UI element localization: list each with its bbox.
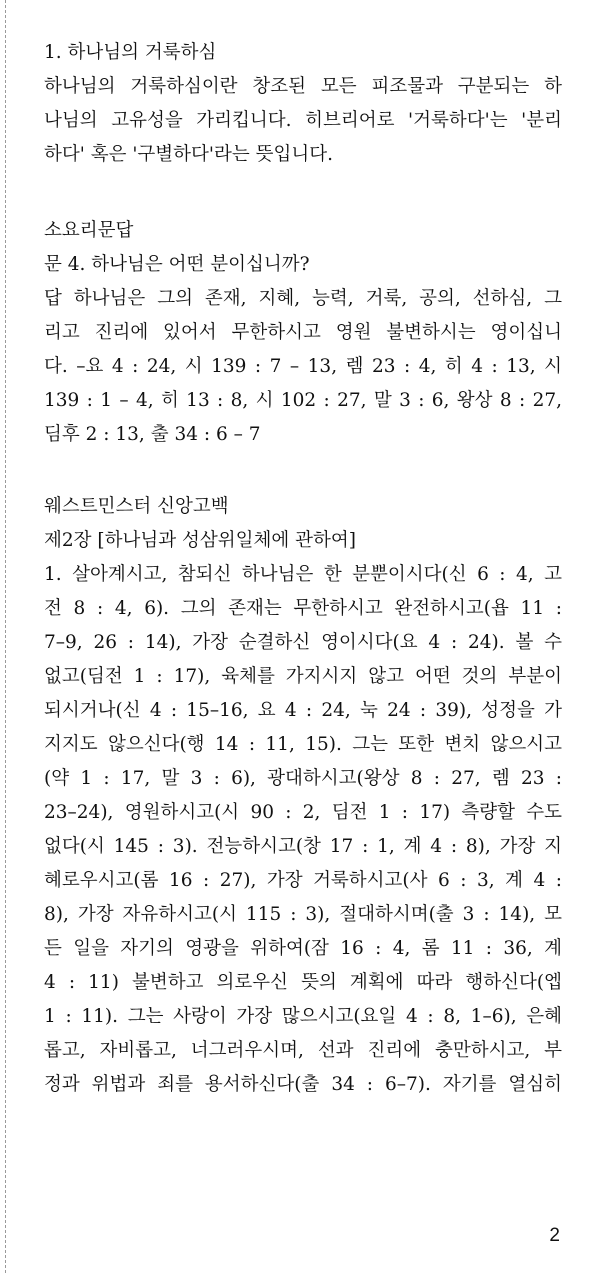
confession-line: 7–9, 26 : 14), 가장 순결하신 영이시다(요 4 : 24). 볼 수	[44, 632, 562, 653]
confession-line: 없다(시 145 : 3). 전능하시고(창 17 : 1, 계 4 : 8), 가장 지	[44, 836, 562, 857]
left-margin-rule	[5, 0, 6, 1273]
confession-line: 23–24), 영원하시고(시 90 : 2, 딤전 1 : 17) 측량할 수도	[44, 802, 562, 823]
confession-line: 없고(딤전 1 : 17), 육체를 가지시지 않고 어떤 것의 부분이	[44, 666, 562, 687]
catechism-answer-line: 리고 진리에 있어서 무한하시고 영원 불변하시는 영이십니	[44, 322, 562, 343]
confession-line: (약 1 : 17, 말 3 : 6), 광대하시고(왕상 8 : 27, 렘 23 :	[44, 768, 562, 789]
paragraph-line: 하다' 혹은 '구별하다'라는 뜻입니다.	[44, 144, 333, 165]
confession-chapter: 제2장 [하나님과 성삼위일체에 관하여]	[44, 530, 356, 551]
confession-line: 되시거나(신 4 : 15–16, 요 4 : 24, 눅 24 : 39), 성정을 가	[44, 700, 562, 721]
confession-line: 지지도 않으신다(행 14 : 11, 15). 그는 또한 변치 않으시고	[44, 734, 562, 755]
catechism-title: 소요리문답	[44, 220, 134, 241]
confession-line: 전 8 : 4, 6). 그의 존재는 무한하시고 완전하시고(욥 11 :	[44, 598, 562, 619]
catechism-answer-line: 답 하나님은 그의 존재, 지혜, 능력, 거룩, 공의, 선하심, 그	[44, 288, 562, 309]
section-heading: 1. 하나님의 거룩하심	[44, 42, 217, 63]
confession-line: 1. 살아계시고, 참되신 하나님은 한 분뿐이시다(신 6 : 4, 고	[44, 564, 562, 585]
confession-line: 정과 위법과 죄를 용서하신다(출 34 : 6–7). 자기를 열심히	[44, 1074, 562, 1095]
catechism-answer-line: 139 : 1 – 4, 히 13 : 8, 시 102 : 27, 말 3 : 6, 왕상 8 : 27,	[44, 390, 562, 411]
catechism-answer-line: 딤후 2 : 13, 출 34 : 6 – 7	[44, 424, 261, 445]
document-page	[44, 36, 562, 1102]
confession-line: 든 일을 자기의 영광을 위하여(잠 16 : 4, 롬 11 : 36, 계	[44, 938, 562, 959]
paragraph-line: 하나님의 거룩하심이란 창조된 모든 피조물과 구분되는 하	[44, 76, 562, 97]
confession-line: 혜로우시고(롬 16 : 27), 가장 거룩하시고(사 6 : 3, 계 4 :	[44, 870, 562, 891]
page-number: 2	[549, 1225, 560, 1246]
catechism-answer-line: 다. –요 4 : 24, 시 139 : 7 – 13, 렘 23 : 4, 히 4 : 13, 시	[44, 356, 562, 377]
confession-line: 1 : 11). 그는 사랑이 가장 많으시고(요일 4 : 8, 1–6), 은혜	[44, 1006, 562, 1027]
confession-line: 롭고, 자비롭고, 너그러우시며, 선과 진리에 충만하시고, 부	[44, 1040, 562, 1061]
paragraph-line: 나님의 고유성을 가리킵니다. 히브리어로 '거룩하다'는 '분리	[44, 110, 562, 131]
catechism-question: 문 4. 하나님은 어떤 분이십니까?	[44, 254, 310, 275]
confession-title: 웨스트민스터 신앙고백	[44, 496, 229, 517]
confession-line: 8), 가장 자유하시고(시 115 : 3), 절대하시며(출 3 : 14), 모	[44, 904, 562, 925]
confession-line: 4 : 11) 불변하고 의로우신 뜻의 계획에 따라 행하신다(엡	[44, 972, 562, 993]
